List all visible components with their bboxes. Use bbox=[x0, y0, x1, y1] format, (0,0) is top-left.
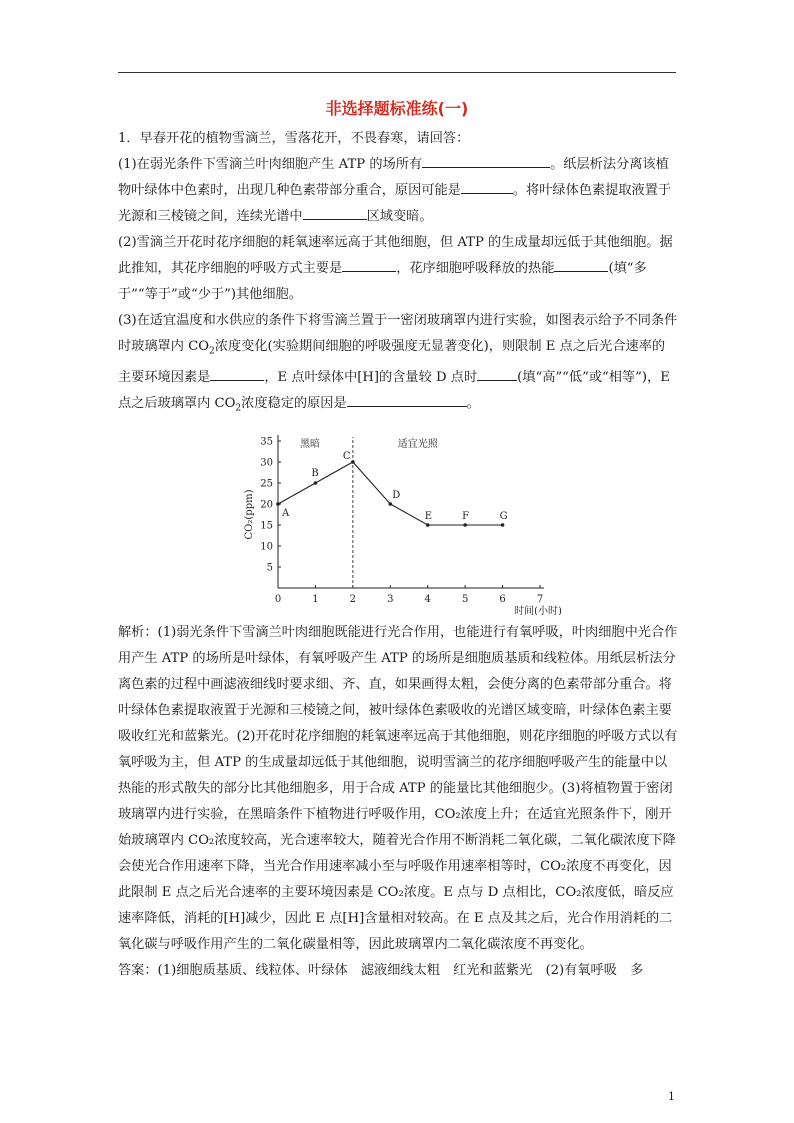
x-axis-label: 时间(小时) bbox=[514, 606, 562, 615]
page-title: 非选择题标准练(一) bbox=[325, 99, 469, 118]
data-point-F bbox=[463, 523, 467, 527]
x-tick-label: 3 bbox=[387, 594, 394, 605]
y-tick-label: 35 bbox=[260, 436, 273, 448]
data-point-E bbox=[426, 523, 430, 527]
y-tick-label: 20 bbox=[260, 499, 273, 511]
data-point-D bbox=[388, 502, 392, 506]
x-tick-label: 2 bbox=[349, 594, 357, 605]
co2-chart bbox=[240, 430, 570, 615]
y-tick-label: 10 bbox=[260, 541, 273, 553]
point-label-B: B bbox=[311, 468, 319, 479]
analysis-text: 解析：(1)弱光条件下雪滴兰叶肉细胞既能进行光合作用，也能进行有氧呼吸，叶肉细胞中光合作用产生 ATP 的场所是叶绿体，有氧呼吸产生 ATP 的场所是细胞质基质和线粒体。用纸层析法分离色素的过程中画滤液细线时要求细、齐、直，如果画得太粗，会使分离的色素带部分重合。将叶绿体色素提取液置于光源和三棱镜之间，被叶绿体色素吸收的光谱区域变暗，叶绿体色素主要吸收红光和蓝紫光。(2)开花时花序细胞的耗氧速率远高于其他细胞，则花序细胞的呼吸方式以有氧呼吸为主，但 ATP 的生成量却远低于其他细胞，说明雪滴兰的花序细胞呼吸产生的能量中以热能的形式散失的部分比其他细胞多，用于合成 ATP 的能量比其他细胞少。(3)将植物置于密闭玻璃罩内进行实验，在黑暗条件下植物进行呼吸作用，CO₂浓度上升；在适宜光照条件下，刚开始玻璃罩内 CO₂浓度较高，光合速率较大，随着光合作用不断消耗二氧化碳，二氧化碳浓度下降会使光合作用速率下降，当光合作用速率减小至与呼吸作用速率相等时，CO₂浓度不再变化，因此限制 E 点之后光合速率的主要环境因素是 CO₂浓度。E 点与 D 点相比，CO₂浓度低，暗反应速率降低，消耗的[H]减少，因此 E 点[H]含量相对较高。在 E 点及其之后，光合作用消耗的二氧化碳与呼吸作用产生的二氧化碳量相等，因此玻璃罩内二氧化碳浓度不再变化。 bbox=[118, 625, 678, 952]
x-tick-label: 1 bbox=[312, 594, 319, 605]
y-axis-label: CO₂(ppm) bbox=[244, 489, 255, 540]
point-label-G: G bbox=[499, 511, 508, 522]
y-tick-label: 30 bbox=[260, 457, 273, 469]
x-tick-label: 0 bbox=[274, 594, 282, 605]
y-tick-label: 25 bbox=[260, 478, 273, 490]
point-label-C: C bbox=[342, 451, 351, 462]
x-tick-label: 4 bbox=[424, 594, 431, 605]
data-point-G bbox=[501, 523, 505, 527]
x-tick-label: 5 bbox=[461, 594, 469, 605]
y-tick-label: 5 bbox=[266, 562, 273, 574]
answer-text: 答案：(1)细胞质基质、线粒体、叶绿体 滤液细线太粗 红光和蓝紫光 (2)有氧呼吸 多 bbox=[118, 963, 644, 978]
page-number: 1 bbox=[668, 1090, 675, 1103]
point-label-A: A bbox=[282, 508, 290, 519]
top-rule bbox=[118, 72, 676, 73]
region-label-light: 适宜光照 bbox=[397, 439, 438, 450]
data-point-A bbox=[276, 502, 280, 506]
region-label-dark: 黑暗 bbox=[300, 439, 320, 450]
x-tick-label: 6 bbox=[499, 594, 506, 605]
question-block bbox=[118, 126, 678, 421]
y-tick-label: 15 bbox=[260, 520, 273, 532]
question-part-1: (1)在弱光条件下雪滴兰叶肉细胞产生 ATP 的场所有 。纸层析法分离该植物叶绿体中色素时，出现几种色素带部分重合，原因可能是 。将叶绿体色素提取液置于光源和三棱镜之间，连续光谱中 区域变暗。 bbox=[118, 152, 678, 230]
point-label-D: D bbox=[392, 490, 401, 501]
question-part-3: (3)在适宜温度和水供应的条件下将雪滴兰置于一密闭玻璃罩内进行实验，如图表示给予不同条件时玻璃罩内 $CO_2$浓度变化(实验期间细胞的呼吸强度无显著变化)，则限制 E 点之后光合速率的主要环境因素是 ，E 点叶绿体中[H]的含量较 D 点时 (填“高”“低”或“相等”)，E 点之后玻璃罩内 $CO_2$浓度稳定的原因是 。 bbox=[118, 313, 678, 414]
question-stem: 1．早春开花的植物雪滴兰，雪落花开，不畏春寒，请回答： bbox=[118, 131, 470, 146]
data-point-C bbox=[351, 460, 355, 464]
data-point-B bbox=[314, 481, 318, 485]
analysis-block bbox=[118, 620, 678, 984]
x-tick-label: 7 bbox=[536, 594, 544, 605]
point-label-F: F bbox=[462, 511, 470, 522]
question-part-2: (2)雪滴兰开花时花序细胞的耗氧速率远高于其他细胞，但 ATP 的生成量却远低于其他细胞。据此推知，其花序细胞的呼吸方式主要是 ，花序细胞呼吸释放的热能 (填“多于”“等于”或“少于”)其他细胞。 bbox=[118, 235, 673, 302]
point-label-E: E bbox=[424, 511, 433, 522]
